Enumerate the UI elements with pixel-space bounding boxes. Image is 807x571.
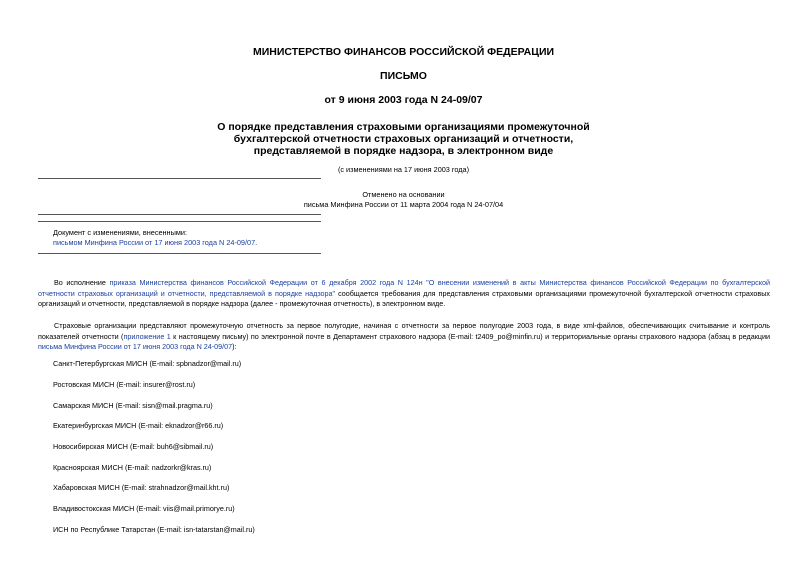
amendments-block (53, 228, 257, 248)
inspection-list-item: Новосибирская МИСН (E-mail: buh6@sibmail.ru) (53, 442, 214, 451)
paragraph-text: ): (232, 342, 237, 351)
appendix-1-link[interactable]: приложение 1 (123, 331, 171, 341)
inspection-list-item: Ростовская МИСН (E-mail: insurer@rost.ru) (53, 380, 196, 389)
document-date-number: от 9 июня 2003 года N 24-09/07 (324, 94, 483, 106)
document-title-line: О порядке представления страховыми организациями промежуточной (217, 121, 590, 133)
divider (38, 221, 321, 222)
divider (38, 178, 321, 179)
inspection-list-item: Самарская МИСН (E-mail: sisn@mail.pragma.ru) (53, 401, 213, 410)
amendments-link[interactable]: письмом Минфина России от 17 июня 2003 года N 24-09/07 (53, 238, 256, 247)
amendment-letter-link[interactable]: письма Минфина России от 17 июня 2003 года N 24-09/07 (38, 342, 233, 351)
paragraph-order-reference (38, 278, 770, 310)
divider (38, 253, 321, 254)
paragraph-text: Во исполнение (54, 278, 110, 287)
document-type-heading: ПИСЬМО (380, 70, 427, 82)
cancellation-line: письма Минфина России от 11 марта 2004 года N 24-07/04 (303, 200, 504, 209)
document-title-line: бухгалтерской отчетности страховых организаций и отчетности, (233, 133, 574, 145)
cancellation-line: Отменено на основании (362, 190, 445, 199)
divider (38, 214, 321, 215)
paragraph-text: Страховые организации представляют промежуточную отчетность за первое полугодие, начиная с отчетности за первое полугодие 2003 года, в виде xml-файлов, обеспечивающих считывание и контроль показателей отчетности ( (38, 321, 770, 341)
amendments-suffix: . (255, 238, 258, 247)
inspection-list-item: Санкт-Петербургская МИСН (E-mail: spbnadzor@mail.ru) (53, 359, 242, 368)
document-title-line: представляемой в порядке надзора, в электронном виде (253, 145, 554, 157)
changes-note: (с изменениями на 17 июня 2003 года) (337, 165, 470, 174)
amendments-label: Документ с изменениями, внесенными: (53, 228, 187, 237)
paragraph-submission (38, 321, 770, 353)
inspection-list-item: Хабаровская МИСН (E-mail: strahnadzor@mail.kht.ru) (53, 483, 230, 492)
paragraph-text: к настоящему письму) по электронной почте в Департамент страхового надзора (E-mail: t2409_po@minfin.ru) и территориальные органы страхового надзора (абзац в редакции (170, 331, 770, 341)
paragraph-text: сообщается требования для представления страховыми организациями промежуточной бухгалтерской отчетности страховых организаций и отчетности, представляемой в порядке надзора (далее - промежуточная отчетность), в электронном виде. (38, 288, 770, 308)
inspection-list-item: Красноярская МИСН (E-mail: nadzorkr@kras.ru) (53, 463, 212, 472)
inspection-list-item: ИСН по Республике Татарстан (E-mail: isn-tatarstan@mail.ru) (53, 525, 255, 534)
cancellation-note (0, 190, 807, 210)
inspection-list-item: Владивостокская МИСН (E-mail: viis@mail.primorye.ru) (53, 504, 235, 513)
document-title (0, 121, 807, 157)
inspection-list-item: Екатеринбургская МИСН (E-mail: eknadzor@r66.ru) (53, 421, 224, 430)
amendments-line (53, 238, 257, 248)
ministry-heading: МИНИСТЕРСТВО ФИНАНСОВ РОССИЙСКОЙ ФЕДЕРАЦИИ (252, 46, 555, 58)
order-124n-link[interactable]: приказа Министерства финансов Российской Федерации от 6 декабря 2002 года N 124н "О внесении изменений в акты Министерства финансов Российской Федерации по бухгалтерской отчетности страховых организаций и отчетности, представляемой в порядке надзора" (38, 278, 770, 298)
